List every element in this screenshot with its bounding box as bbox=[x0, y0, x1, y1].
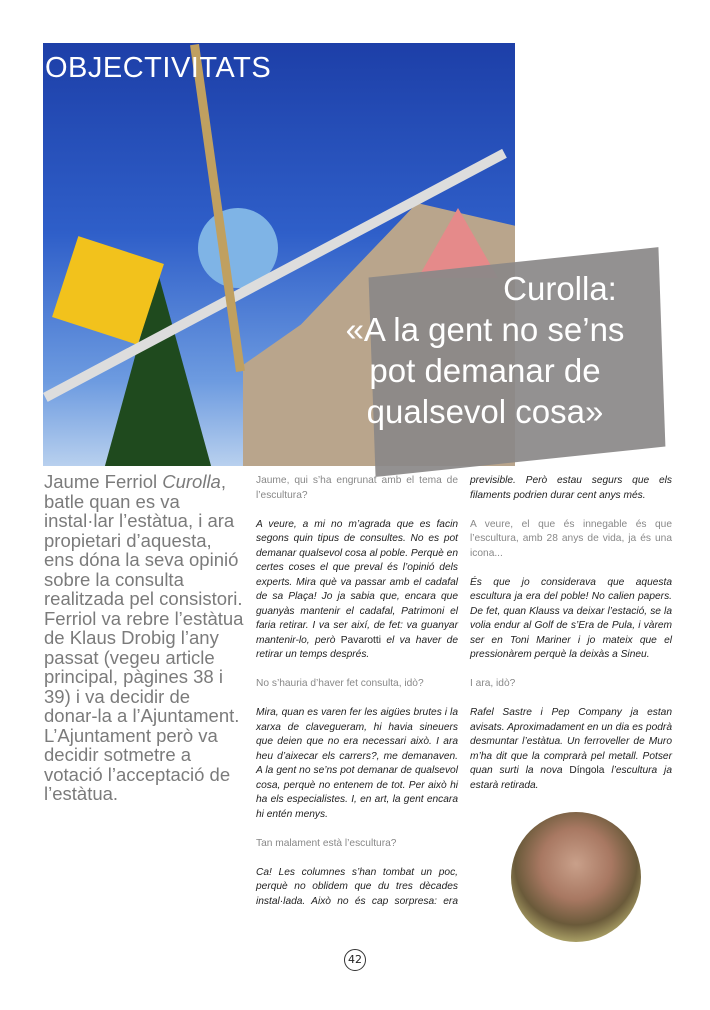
answer: Ca! Les columnes s’han tombat un poc, perquè no oblidem que du tres dècades instal·lada. Això no és cap sorpresa: era previsible. Però estau segurs que els filaments podrien durar cent anys més. bbox=[256, 475, 672, 907]
question: Tan malament està l’escultura? bbox=[256, 837, 397, 849]
answer: És que jo considerava que aquesta escultura ja era del poble! No calien papers. De fet, quan Klauss va deixar l’estació, se la volia endur al Golf de s’Era de Pula, i vàrem ser en Toni Mariner i jo mateix que el pressionàrem perquè la deixàs a Sineu. bbox=[470, 576, 672, 660]
lead-paragraph bbox=[44, 472, 244, 804]
answer-text: el va haver de retirar un temps després. bbox=[256, 634, 459, 660]
page-number: 42 bbox=[344, 949, 366, 971]
title-line: pot demanar de bbox=[369, 352, 601, 389]
question: Jaume, qui s’ha engrunat amb el tema de l’escultura? bbox=[256, 475, 458, 501]
answer-name: Díngola bbox=[569, 765, 605, 776]
lead-name: Jaume Ferriol bbox=[44, 471, 163, 492]
title-line: qualsevol cosa» bbox=[366, 393, 604, 430]
question: A veure, el que és innegable és que l’escultura, amb 28 anys de vida, ja és una icona... bbox=[470, 518, 672, 559]
answer bbox=[256, 518, 458, 663]
answer-text: A veure, a mi no m’agrada que es facin segons quin tipus de consultes. No es pot demanar qualsevol cosa al poble. Perquè en certes coses el que preval és l’opinió dels experts. Mira què va passar amb el cadafal de sa Plaça! Jo ja sabia que, encara que guanyàs mantenir el cadafal, Patrimoni el faria retirar. I va ser així, de fet: va guanyar mantenir-lo, però bbox=[256, 518, 458, 646]
lead-alias: Curolla bbox=[162, 471, 221, 492]
interviewee-portrait bbox=[511, 812, 641, 942]
question: I ara, idò? bbox=[470, 678, 516, 689]
title-line: «A la gent no se’ns bbox=[345, 311, 625, 348]
question: No s’hauria d’haver fet consulta, idò? bbox=[256, 678, 424, 689]
title-line: Curolla: bbox=[503, 270, 617, 307]
answer-name: Pavarotti bbox=[340, 634, 381, 646]
answer-text: Rafel Sastre i Pep Company ja estan avisats. Aproximadament en un dia es podrà desmuntar l’estàtua. Un ferroveller de Muro m’ha dit que la comprarà pel metall. Potser quan surti la nova bbox=[470, 707, 672, 776]
lead-text: , batle quan es va instal·lar l’estàtua, i ara propietari d’aquesta, ens dóna la seva opinió sobre la consulta realitzada pel consistori. Ferriol va rebre l’estàtua de Klaus Drobig l’any passat (vegeu article principal, pàgines 38 i 39) i va decidir de donar-la a l’Ajuntament. L’Ajuntament però va decidir sotmetre a votació l’acceptació de l’estàtua. bbox=[44, 471, 244, 804]
article-title bbox=[300, 268, 670, 432]
answer-text: l’escultura ja estarà retirada. bbox=[470, 765, 672, 791]
section-heading: OBJECTIVITATS bbox=[45, 52, 272, 84]
answer bbox=[470, 706, 672, 793]
answer: Mira, quan es varen fer les aigües brutes i la xarxa de clavegueram, hi havia sineuers que deien que no era necessari això. I ara heu d’aixecar els carrers?, me demanaven. A la gent no se’ns pot demanar de qualsevol cosa, perquè no entenem de tot. Per això hi ha els especialistes. I, en art, la gent encara hi entén menys. bbox=[256, 707, 458, 820]
